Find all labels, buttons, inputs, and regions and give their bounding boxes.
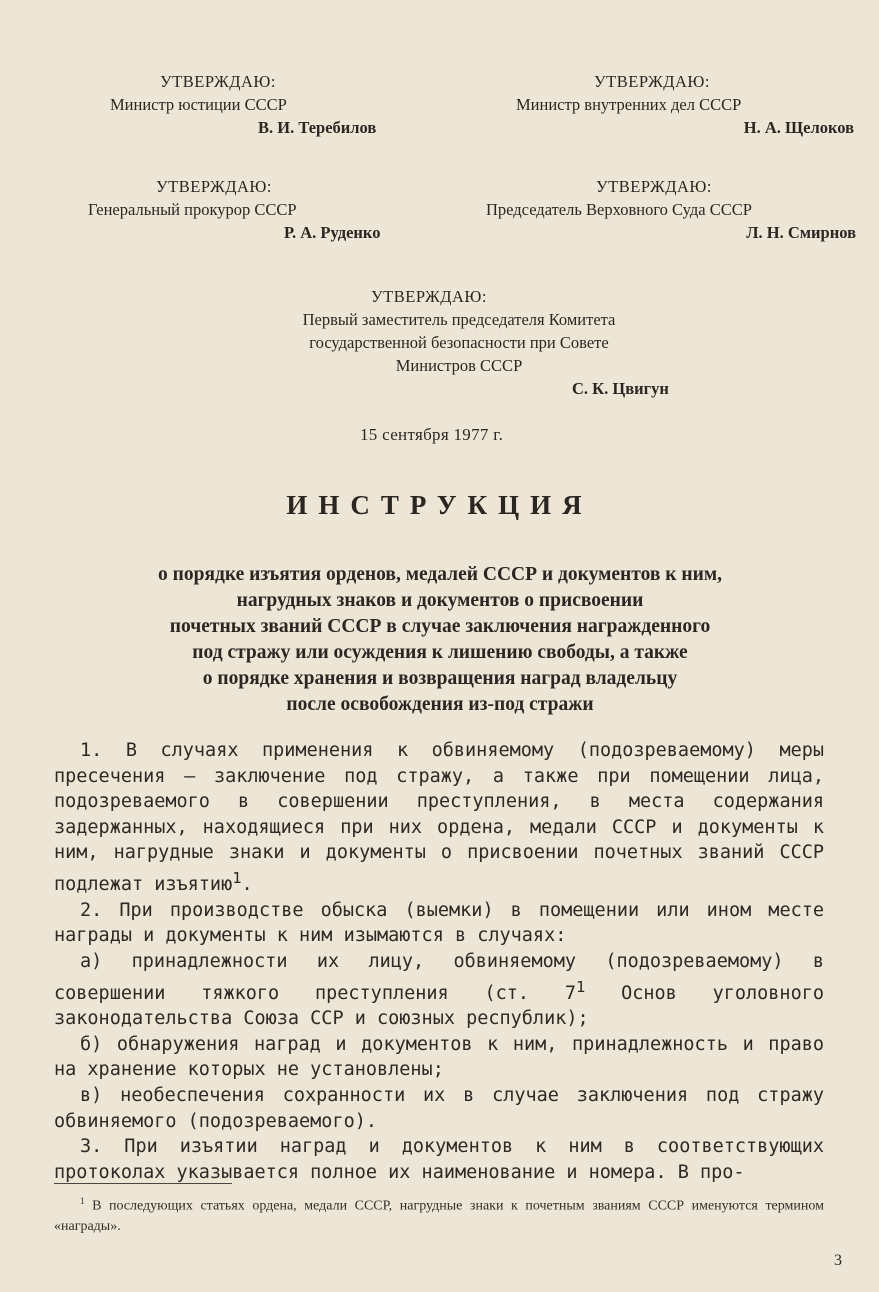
footnote-marker: 1 (80, 1196, 85, 1206)
approval-heading: УТВЕРЖДАЮ: (371, 287, 487, 306)
paragraph-text: а) принадлежности их лицу, обвиняемому (подозреваемому) в совершении тяжкого преступления (ст. 7 (54, 950, 824, 1004)
approval-signatory: С. К. Цвигун (572, 379, 669, 398)
approval-heading: УТВЕРЖДАЮ: (596, 177, 712, 196)
footnote (54, 1191, 824, 1237)
paragraph-text: Основ уголовного законодательства Союза ССР и союзных республик); (54, 982, 824, 1030)
document-body (54, 738, 824, 1185)
approval-justice-minister (110, 70, 440, 139)
footnote-text: В последующих статьях ордена, медали СССР, нагрудные знаки к почетным званиям СССР именуются термином «награды». (54, 1198, 824, 1234)
approval-role: Министр внутренних дел СССР (516, 95, 742, 114)
document-title: ИНСТРУКЦИЯ (286, 490, 593, 520)
paragraph-1 (54, 738, 824, 898)
paragraph-end: . (241, 874, 253, 896)
approval-kgb-deputy-chairman (229, 285, 689, 400)
subtitle-line: под стражу или осуждения к лишению свободы, а также (192, 642, 688, 663)
paragraph-2b: б) обнаружения наград и документов к ним, принадлежность и право на хранение которых не установлены; (54, 1033, 824, 1081)
subtitle-line: о порядке изъятия орденов, медалей СССР и документов к ним, (158, 564, 722, 585)
paragraph-2: 2. При производстве обыска (выемки) в помещении или ином месте награды и документы к ним изымаются в случаях: (54, 899, 824, 947)
subtitle-line: после освобождения из-под стражи (286, 694, 594, 715)
approval-signatory: Р. А. Руденко (284, 223, 381, 242)
subtitle-line: почетных званий СССР в случае заключения награжденного (169, 616, 711, 637)
approval-role-line: государственной безопасности при Совете (309, 333, 609, 352)
approval-role: Генеральный прокурор СССР (88, 200, 297, 219)
page-number: 3 (834, 1252, 842, 1269)
paragraph-text: 1. В случаях применения к обвиняемому (подозреваемому) меры пресечения — заключение под стражу, а также при помещении лица, подозреваемого в совершении преступления, в места содержания задержанных, находящиеся при них ордена, медали СССР и документы к ним, нагрудные знаки и документы о присвоении почетных званий СССР подлежат изъятию (54, 740, 824, 896)
document-subtitle (40, 562, 840, 718)
paragraph-2a (54, 949, 824, 1032)
approval-heading: УТВЕРЖДАЮ: (156, 177, 272, 196)
approval-heading: УТВЕРЖДАЮ: (594, 72, 710, 91)
paragraph-2c: в) необеспечения сохранности их в случае заключения под стражу обвиняемого (подозреваемого). (54, 1085, 824, 1132)
approval-signatory: Л. Н. Смирнов (746, 223, 856, 242)
subtitle-line: нагрудных знаков и документов о присвоении (236, 590, 644, 611)
approval-supreme-court-chairman (486, 175, 858, 244)
article-superscript: 1 (575, 977, 586, 996)
approval-prosecutor-general (88, 175, 433, 244)
approval-role-line: Министров СССР (395, 356, 523, 375)
footnote-divider (54, 1183, 232, 1184)
approval-signatory: Н. А. Щелоков (743, 118, 854, 137)
approval-role-line: Первый заместитель председателя Комитета (302, 310, 616, 329)
approval-role: Министр юстиции СССР (110, 95, 287, 114)
approval-role: Председатель Верховного Суда СССР (486, 200, 752, 219)
approval-signatory: В. И. Теребилов (258, 118, 377, 137)
footnote-reference: 1 (232, 868, 242, 887)
approval-heading: УТВЕРЖДАЮ: (160, 72, 276, 91)
approval-interior-minister (516, 70, 856, 139)
document-date: 15 сентября 1977 г. (360, 425, 504, 444)
paragraph-3: 3. При изъятии наград и документов к ним в соответствующих протоколах указывается полное их наименование и номера. В про- (54, 1136, 824, 1183)
subtitle-line: о порядке хранения и возвращения наград владельцу (202, 668, 678, 689)
